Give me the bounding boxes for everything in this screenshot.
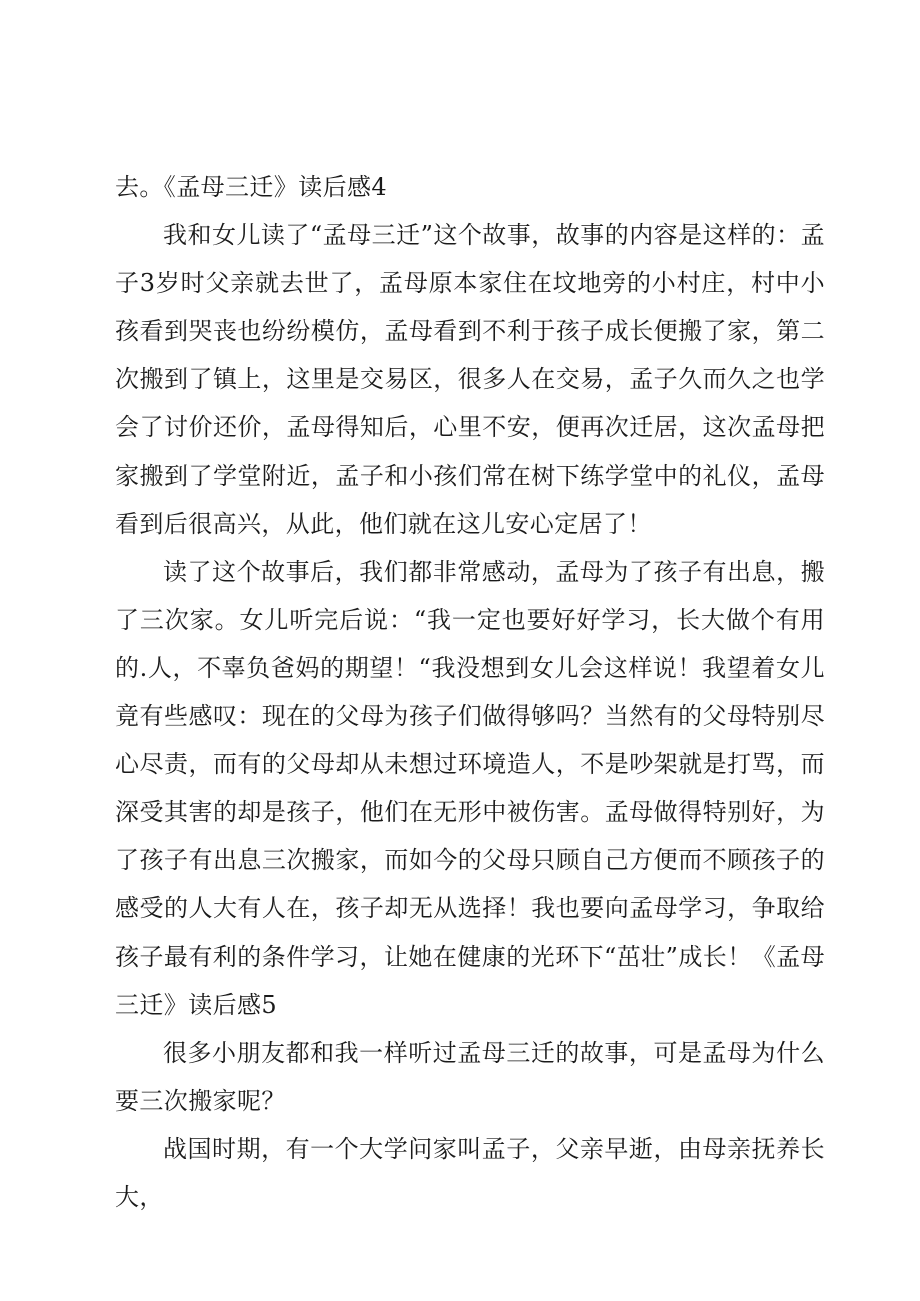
paragraph-reflection: 读了这个故事后，我们都非常感动，孟母为了孩子有出息，搬了三次家。女儿听完后说：“我一定也要好好学习，长大做个有用的.人，不辜负爸妈的期望！“我没想到女儿会这样说！我望着女儿竟有些感叹：现在的父母为孩子们做得够吗？当然有的父母特别尽心尽责，而有的父母却从未想过环境造人，不是吵架就是打骂，而深受其害的却是孩子，他们在无形中被伤害。孟母做得特别好，为了孩子有出息三次搬家，而如今的父母只顾自己方便而不顾孩子的感受的人大有人在，孩子却无从选择！我也要向孟母学习，争取给孩子最有利的条件学习，让她在健康的光环下“茁壮”成长！《孟母三迁》读后感5: [115, 557, 825, 1019]
paragraph-history: 战国时期，有一个大学问家叫孟子，父亲早逝，由母亲抚养长大，: [115, 1134, 825, 1211]
paragraph-heading-continuation: 去。《孟母三迁》读后感4: [115, 173, 388, 201]
paragraph-story-summary: 我和女儿读了“孟母三迁”这个故事，故事的内容是这样的：孟子3岁时父亲就去世了，孟母原本家住在坟地旁的小村庄，村中小孩看到哭丧也纷纷模仿，孟母看到不利于孩子成长便搬了家，第二次搬到了镇上，这里是交易区，很多人在交易，孟子久而久之也学会了讨价还价，孟母得知后，心里不安，便再次迁居，这次孟母把家搬到了学堂附近，孟子和小孩们常在树下练学堂中的礼仪，孟母看到后很高兴，从此，他们就在这儿安心定居了！: [115, 221, 825, 538]
paragraph-question: 很多小朋友都和我一样听过孟母三迁的故事，可是孟母为什么要三次搬家呢？: [115, 1038, 825, 1115]
document-body: [115, 163, 825, 1221]
